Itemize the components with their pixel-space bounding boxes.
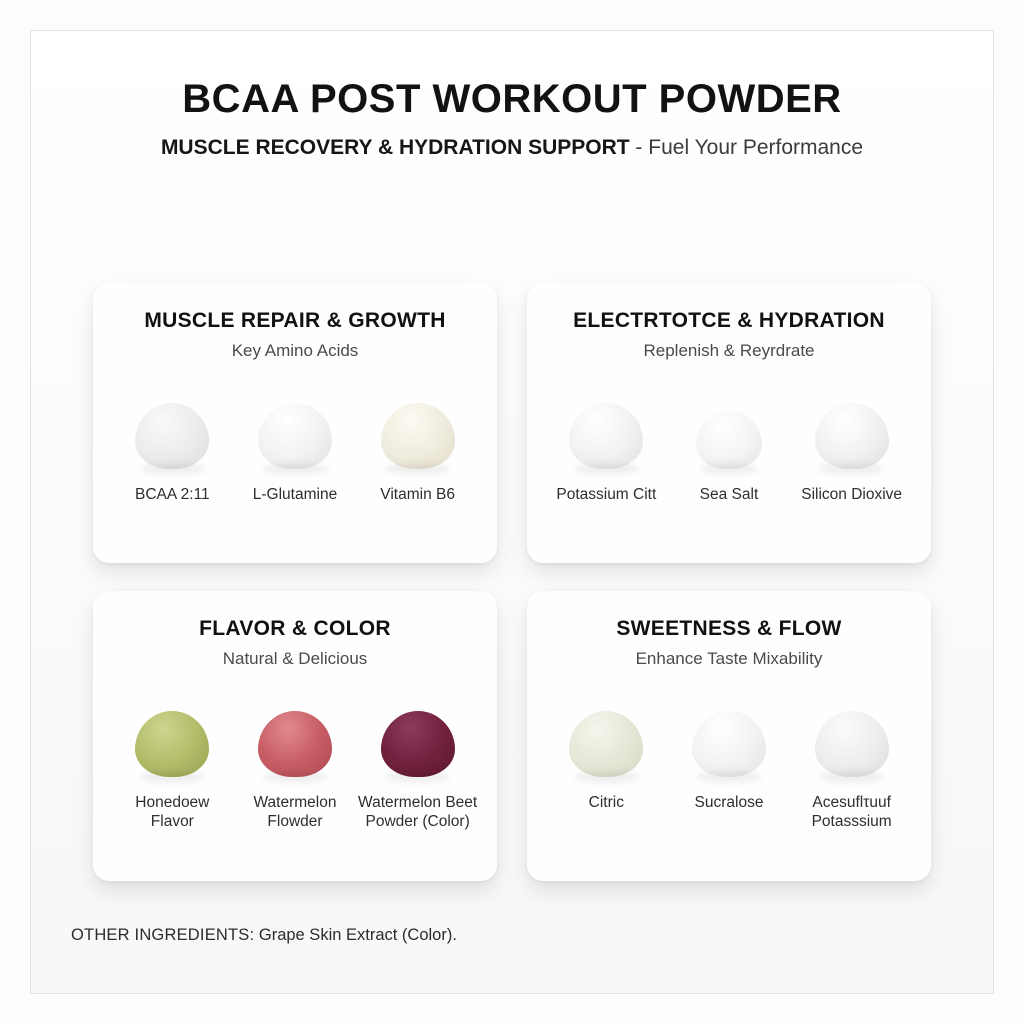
ingredient-label: Acesuflτuuf Potasssium <box>811 794 892 831</box>
ingredient-card <box>93 591 497 881</box>
card-subtitle: Replenish & Reyrdrate <box>643 341 815 360</box>
powder-pile-icon <box>247 387 343 469</box>
powder-pile-icon <box>124 695 220 777</box>
ingredient-item <box>234 695 355 832</box>
ingredient-item <box>668 387 789 504</box>
ingredient-label: Silicon Dioxive <box>801 486 903 503</box>
ingredient-label: L-Glutamine <box>252 486 338 503</box>
ingredient-item <box>234 387 355 504</box>
card-items <box>111 387 479 504</box>
other-ingredients-label: OTHER INGREDIENTS: <box>71 926 255 944</box>
ingredient-item <box>357 695 478 832</box>
ingredient-label: Sucralose <box>694 794 764 811</box>
ingredient-item <box>112 387 233 504</box>
ingredient-label: Potassium Citt <box>556 486 657 503</box>
powder-pile-icon <box>247 695 343 777</box>
ingredient-card <box>527 283 931 563</box>
powder-pile-icon <box>804 387 900 469</box>
card-items <box>111 695 479 832</box>
ingredient-label: Honedoew Flavor <box>135 794 210 831</box>
powder-pile-icon <box>558 695 654 777</box>
ingredient-item <box>791 695 912 832</box>
ingredient-label: Sea Salt <box>699 486 759 503</box>
powder-pile-icon <box>804 695 900 777</box>
ingredient-item <box>112 695 233 832</box>
ingredient-card <box>527 591 931 881</box>
other-ingredients <box>71 926 457 945</box>
card-items <box>545 387 913 504</box>
other-ingredients-text: Grape Skin Extract (Color). <box>254 926 457 944</box>
card-title: SWEETNESS & FLOW <box>616 617 842 640</box>
ingredient-item <box>791 387 912 504</box>
card-title: ELECTRTOTCE & HYDRATION <box>573 309 885 332</box>
card-title: FLAVOR & COLOR <box>199 617 391 640</box>
ingredient-item <box>546 387 667 504</box>
powder-pile-icon <box>558 387 654 469</box>
ingredient-label: Citric <box>588 794 624 811</box>
card-subtitle: Natural & Delicious <box>222 649 368 668</box>
ingredient-item <box>668 695 789 812</box>
ingredient-item <box>357 387 478 504</box>
ingredient-card-grid <box>93 283 931 881</box>
ingredient-card <box>93 283 497 563</box>
subtitle-light: - Fuel Your Performance <box>629 136 864 159</box>
powder-pile-icon <box>124 387 220 469</box>
ingredient-label: BCAA 2:11 <box>134 486 210 503</box>
page-title: BCAA POST WORKOUT POWDER <box>182 77 842 121</box>
powder-pile-icon <box>370 387 466 469</box>
ingredient-label: Watermelon Flowder <box>253 794 337 831</box>
powder-pile-icon <box>681 387 777 469</box>
ingredient-item <box>546 695 667 812</box>
powder-pile-icon <box>370 695 466 777</box>
poster-frame <box>30 30 994 994</box>
card-title: MUSCLE REPAIR & GROWTH <box>144 309 446 332</box>
card-subtitle: Key Amino Acids <box>231 341 359 360</box>
powder-pile-icon <box>681 695 777 777</box>
card-subtitle: Enhance Taste Mixability <box>635 649 823 668</box>
page-subtitle <box>31 135 993 160</box>
subtitle-strong: MUSCLE RECOVERY & HYDRATION SUPPORT <box>160 136 630 159</box>
card-items <box>545 695 913 832</box>
ingredient-label: Watermelon Beet Powder (Color) <box>358 794 478 831</box>
ingredient-label: Vitamin B6 <box>380 486 455 503</box>
header <box>31 31 993 160</box>
